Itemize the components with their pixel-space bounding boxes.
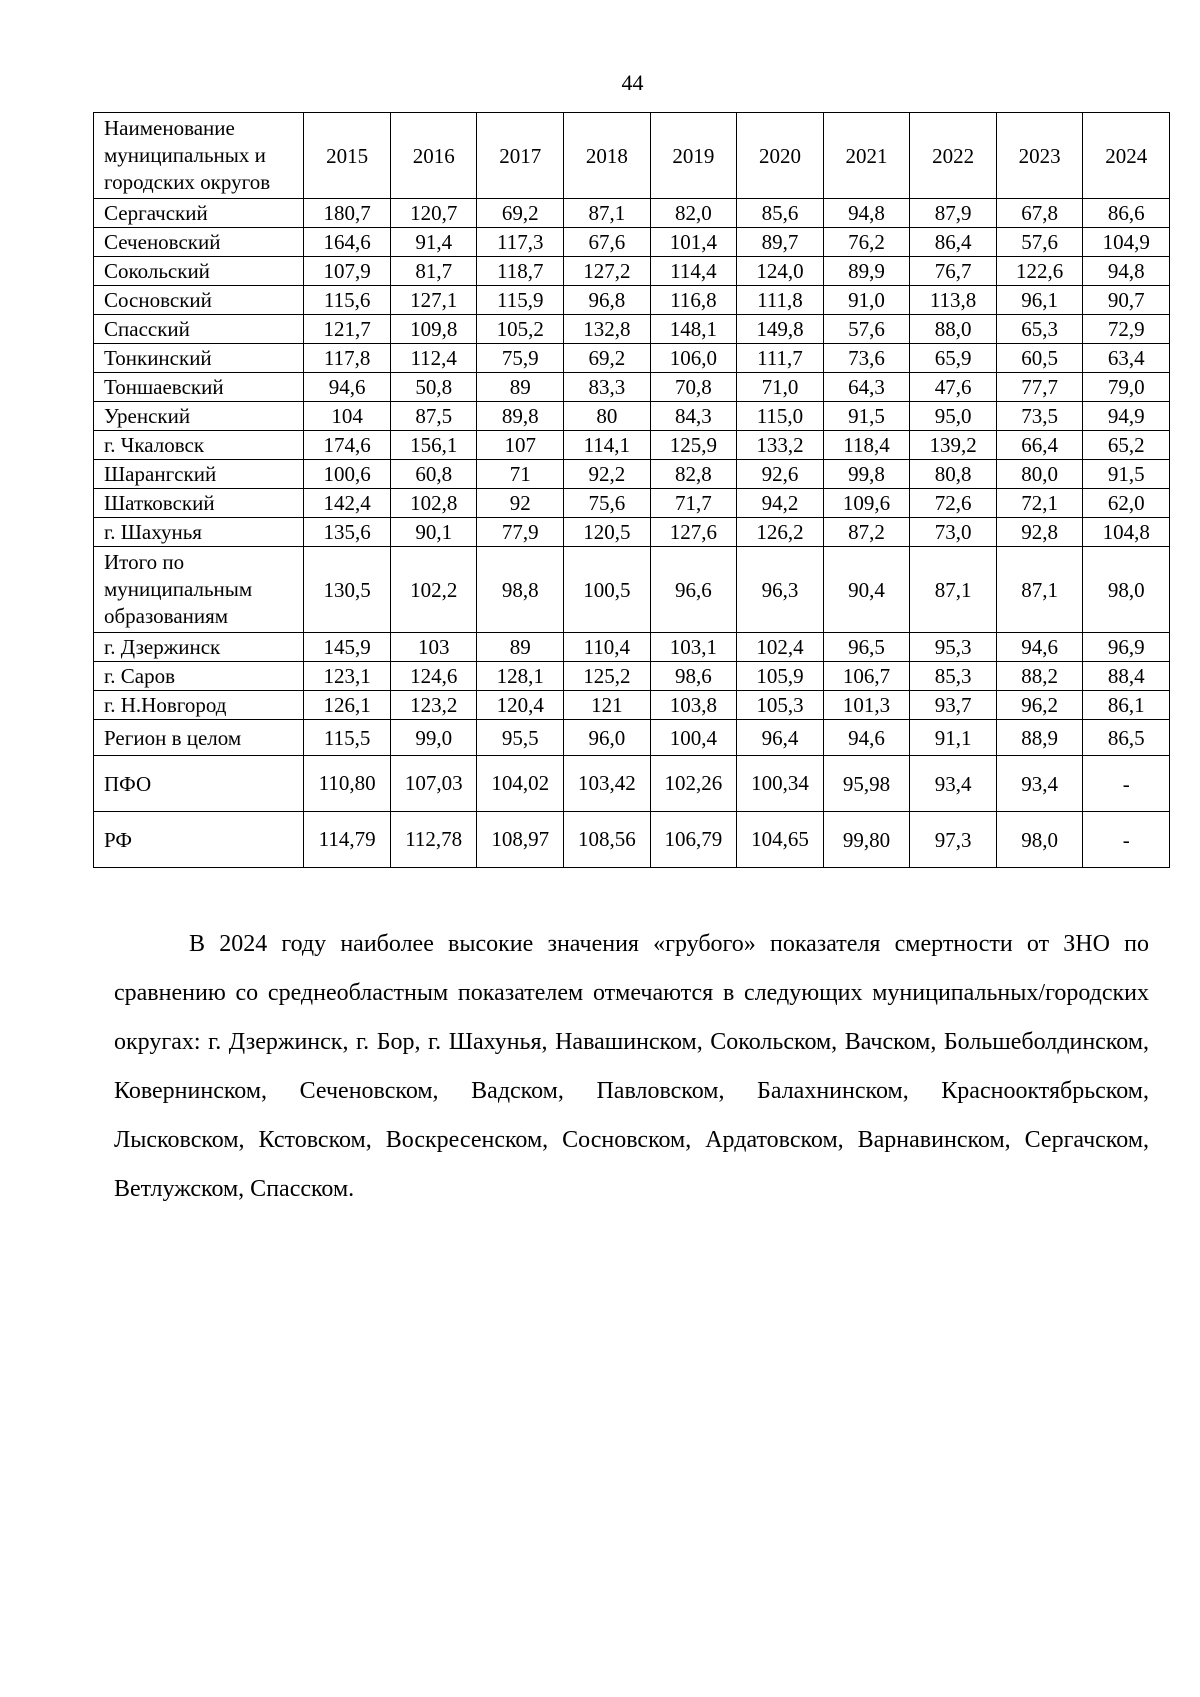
value-cell: 90,1 — [390, 518, 477, 547]
value-cell: 88,9 — [996, 720, 1083, 756]
value-cell: 100,5 — [564, 547, 651, 633]
value-cell: 127,6 — [650, 518, 737, 547]
row-name-cell: г. Саров — [94, 662, 304, 691]
value-cell: 115,5 — [304, 720, 391, 756]
row-name-cell: ПФО — [94, 756, 304, 812]
header-year-cell: 2018 — [564, 113, 651, 199]
value-cell: 103,1 — [650, 633, 737, 662]
header-year-cell: 2017 — [477, 113, 564, 199]
table-row — [94, 633, 1170, 662]
value-cell: 94,6 — [996, 633, 1083, 662]
value-cell: 73,5 — [996, 402, 1083, 431]
value-cell: 145,9 — [304, 633, 391, 662]
body-paragraph: В 2024 году наиболее высокие значения «грубого» показателя смертности от ЗНО по сравнению со среднеобластным показателем отмечаются в следующих муниципальных/городских округах: г. Дзержинск, г. Бор, г. Шахунья, Навашинском, Сокольском, Вачском, Большеболдинском, Ковернинском, Сеченовском, Вадском, Павловском, Балахнинском, Краснооктябрьском, Лысковском, Кстовском, Воскресенском, Сосновском, Ардатовском, Варнавинском, Сергачском, Ветлужском, Спасском. — [114, 931, 1149, 1202]
row-name-cell: Сеченовский — [94, 228, 304, 257]
row-name-cell: Тонкинский — [94, 344, 304, 373]
value-text: 104,02 — [491, 771, 550, 795]
value-cell: 92,8 — [996, 518, 1083, 547]
table-row — [94, 315, 1170, 344]
value-cell: 104,9 — [1083, 228, 1170, 257]
value-cell: 65,3 — [996, 315, 1083, 344]
value-cell: 98,6 — [650, 662, 737, 691]
value-cell: 102,2 — [390, 547, 477, 633]
value-cell: 120,7 — [390, 199, 477, 228]
value-cell: 81,7 — [390, 257, 477, 286]
table-row — [94, 547, 1170, 633]
value-cell: 82,0 — [650, 199, 737, 228]
value-cell: 105,2 — [477, 315, 564, 344]
value-cell: 76,7 — [910, 257, 997, 286]
value-cell: 102,8 — [390, 489, 477, 518]
value-cell: 85,3 — [910, 662, 997, 691]
value-cell: 125,2 — [564, 662, 651, 691]
value-cell: 88,2 — [996, 662, 1083, 691]
table-row — [94, 518, 1170, 547]
value-cell — [737, 756, 824, 812]
value-cell — [650, 756, 737, 812]
value-cell: 127,2 — [564, 257, 651, 286]
value-cell: 90,7 — [1083, 286, 1170, 315]
value-cell: 111,7 — [737, 344, 824, 373]
value-cell: 60,8 — [390, 460, 477, 489]
value-cell: 90,4 — [823, 547, 910, 633]
header-year-cell: 2020 — [737, 113, 824, 199]
value-cell — [477, 812, 564, 868]
value-cell: 86,4 — [910, 228, 997, 257]
value-cell: 118,7 — [477, 257, 564, 286]
value-cell: 96,2 — [996, 691, 1083, 720]
value-cell: 67,6 — [564, 228, 651, 257]
value-cell: 89 — [477, 633, 564, 662]
value-cell: 71,7 — [650, 489, 737, 518]
value-cell: 83,3 — [564, 373, 651, 402]
value-cell: 57,6 — [823, 315, 910, 344]
value-cell: 101,3 — [823, 691, 910, 720]
value-cell: 86,1 — [1083, 691, 1170, 720]
row-name-cell: г. Чкаловск — [94, 431, 304, 460]
value-cell: 124,6 — [390, 662, 477, 691]
value-cell: 96,6 — [650, 547, 737, 633]
value-cell: 99,8 — [823, 460, 910, 489]
value-cell: - — [1083, 756, 1170, 812]
value-cell: 95,0 — [910, 402, 997, 431]
value-cell — [390, 812, 477, 868]
value-cell: 92 — [477, 489, 564, 518]
value-cell: 92,6 — [737, 460, 824, 489]
value-cell: 91,4 — [390, 228, 477, 257]
value-cell: 57,6 — [996, 228, 1083, 257]
value-cell — [650, 812, 737, 868]
value-cell: 94,9 — [1083, 402, 1170, 431]
value-cell: 109,6 — [823, 489, 910, 518]
value-cell: 118,4 — [823, 431, 910, 460]
value-cell: 91,1 — [910, 720, 997, 756]
value-cell: 95,5 — [477, 720, 564, 756]
value-text: 102,26 — [664, 771, 723, 795]
table-body — [94, 199, 1170, 868]
value-cell: 66,4 — [996, 431, 1083, 460]
table-row — [94, 812, 1170, 868]
value-cell: 91,5 — [1083, 460, 1170, 489]
header-year-cell: 2019 — [650, 113, 737, 199]
value-cell: 72,9 — [1083, 315, 1170, 344]
value-cell: 126,2 — [737, 518, 824, 547]
value-text: 100,34 — [751, 771, 809, 795]
value-cell: 80,0 — [996, 460, 1083, 489]
value-cell: 96,0 — [564, 720, 651, 756]
value-cell: 85,6 — [737, 199, 824, 228]
table-row — [94, 344, 1170, 373]
value-cell: 73,6 — [823, 344, 910, 373]
value-text: 112,78 — [405, 827, 463, 851]
value-cell: 117,3 — [477, 228, 564, 257]
value-cell: 91,0 — [823, 286, 910, 315]
value-cell: 93,4 — [910, 756, 997, 812]
value-cell: 96,9 — [1083, 633, 1170, 662]
value-cell: 69,2 — [477, 199, 564, 228]
value-text: 103,42 — [577, 771, 636, 795]
value-cell: 86,5 — [1083, 720, 1170, 756]
row-name-cell: Уренский — [94, 402, 304, 431]
value-cell: 87,2 — [823, 518, 910, 547]
value-cell: 180,7 — [304, 199, 391, 228]
value-cell: 80 — [564, 402, 651, 431]
header-year-cell: 2023 — [996, 113, 1083, 199]
value-cell: 125,9 — [650, 431, 737, 460]
value-cell: 65,2 — [1083, 431, 1170, 460]
value-cell: 128,1 — [477, 662, 564, 691]
value-cell: 94,6 — [304, 373, 391, 402]
table-header-row — [94, 113, 1170, 199]
value-cell: 101,4 — [650, 228, 737, 257]
row-name-cell: Регион в целом — [94, 720, 304, 756]
value-cell: 97,3 — [910, 812, 997, 868]
value-cell: 72,1 — [996, 489, 1083, 518]
value-cell: 120,5 — [564, 518, 651, 547]
value-cell: 93,7 — [910, 691, 997, 720]
row-name-cell: Спасский — [94, 315, 304, 344]
header-year-cell: 2021 — [823, 113, 910, 199]
value-cell: 95,3 — [910, 633, 997, 662]
header-year-cell: 2022 — [910, 113, 997, 199]
value-cell: 123,1 — [304, 662, 391, 691]
value-cell: 120,4 — [477, 691, 564, 720]
value-cell: 96,8 — [564, 286, 651, 315]
value-cell — [390, 756, 477, 812]
header-year-cell: 2024 — [1083, 113, 1170, 199]
header-year-cell: 2016 — [390, 113, 477, 199]
value-cell: 98,0 — [1083, 547, 1170, 633]
value-cell: 106,0 — [650, 344, 737, 373]
row-name-cell: Шарангский — [94, 460, 304, 489]
value-cell: 73,0 — [910, 518, 997, 547]
value-cell: 104 — [304, 402, 391, 431]
value-cell: 64,3 — [823, 373, 910, 402]
value-cell: 80,8 — [910, 460, 997, 489]
row-name-cell: Итого по муниципальным образованиям — [94, 547, 304, 633]
value-cell: 121 — [564, 691, 651, 720]
value-cell: 72,6 — [910, 489, 997, 518]
mortality-table — [93, 112, 1170, 868]
value-cell: 87,1 — [564, 199, 651, 228]
value-cell: 65,9 — [910, 344, 997, 373]
value-cell: 115,6 — [304, 286, 391, 315]
row-name-cell: г. Дзержинск — [94, 633, 304, 662]
value-cell: 87,1 — [910, 547, 997, 633]
value-text: 104,65 — [751, 827, 809, 851]
value-cell: 88,0 — [910, 315, 997, 344]
value-cell: 139,2 — [910, 431, 997, 460]
value-cell: 92,2 — [564, 460, 651, 489]
value-cell: 82,8 — [650, 460, 737, 489]
table-row — [94, 489, 1170, 518]
row-name-cell: Сосновский — [94, 286, 304, 315]
table-row — [94, 756, 1170, 812]
value-cell: 87,5 — [390, 402, 477, 431]
value-cell: 110,4 — [564, 633, 651, 662]
header-year-cell: 2015 — [304, 113, 391, 199]
value-cell — [737, 812, 824, 868]
value-cell — [564, 756, 651, 812]
value-cell: 103 — [390, 633, 477, 662]
value-cell: 89,8 — [477, 402, 564, 431]
value-cell — [477, 756, 564, 812]
value-cell: 96,3 — [737, 547, 824, 633]
row-name-cell: Сокольский — [94, 257, 304, 286]
value-cell: 71,0 — [737, 373, 824, 402]
row-name-cell: Сергачский — [94, 199, 304, 228]
value-cell: 106,7 — [823, 662, 910, 691]
value-cell: 86,6 — [1083, 199, 1170, 228]
row-name-cell: г. Н.Новгород — [94, 691, 304, 720]
value-cell: 124,0 — [737, 257, 824, 286]
value-cell: 113,8 — [910, 286, 997, 315]
value-text: 106,79 — [664, 827, 723, 851]
value-cell: 76,2 — [823, 228, 910, 257]
value-cell: 111,8 — [737, 286, 824, 315]
value-text: 110,80 — [318, 771, 376, 795]
value-text: 107,03 — [404, 771, 463, 795]
value-cell: 69,2 — [564, 344, 651, 373]
value-cell: 121,7 — [304, 315, 391, 344]
value-cell: 116,8 — [650, 286, 737, 315]
value-cell: 126,1 — [304, 691, 391, 720]
value-cell: 88,4 — [1083, 662, 1170, 691]
value-cell: 148,1 — [650, 315, 737, 344]
value-cell: 127,1 — [390, 286, 477, 315]
value-cell: 156,1 — [390, 431, 477, 460]
value-cell: 104,8 — [1083, 518, 1170, 547]
value-cell: 105,3 — [737, 691, 824, 720]
value-cell: 94,8 — [823, 199, 910, 228]
table-row — [94, 286, 1170, 315]
value-cell: 122,6 — [996, 257, 1083, 286]
value-cell: 89 — [477, 373, 564, 402]
value-cell: 99,80 — [823, 812, 910, 868]
value-cell — [304, 756, 391, 812]
value-cell: 174,6 — [304, 431, 391, 460]
value-cell: 93,4 — [996, 756, 1083, 812]
value-cell: 130,5 — [304, 547, 391, 633]
value-cell: 95,98 — [823, 756, 910, 812]
value-cell: 115,0 — [737, 402, 824, 431]
value-cell — [564, 812, 651, 868]
value-cell: 96,4 — [737, 720, 824, 756]
row-name-cell: Тоншаевский — [94, 373, 304, 402]
value-cell: 98,0 — [996, 812, 1083, 868]
value-cell: 47,6 — [910, 373, 997, 402]
value-cell: 112,4 — [390, 344, 477, 373]
value-cell: 75,6 — [564, 489, 651, 518]
header-name-cell: Наименование муниципальных и городских округов — [94, 113, 304, 199]
value-cell: 87,1 — [996, 547, 1083, 633]
value-cell: 132,8 — [564, 315, 651, 344]
value-cell: 67,8 — [996, 199, 1083, 228]
value-cell: 123,2 — [390, 691, 477, 720]
value-cell: 79,0 — [1083, 373, 1170, 402]
value-cell: 89,9 — [823, 257, 910, 286]
row-name-cell: Шатковский — [94, 489, 304, 518]
table-row — [94, 720, 1170, 756]
table-row — [94, 228, 1170, 257]
value-cell — [304, 812, 391, 868]
value-cell: 102,4 — [737, 633, 824, 662]
table-row — [94, 373, 1170, 402]
value-cell: 98,8 — [477, 547, 564, 633]
table-row — [94, 257, 1170, 286]
value-text: 114,79 — [318, 827, 376, 851]
value-cell: 91,5 — [823, 402, 910, 431]
value-cell: 100,4 — [650, 720, 737, 756]
value-cell: 133,2 — [737, 431, 824, 460]
value-cell: 149,8 — [737, 315, 824, 344]
page-number: 44 — [621, 70, 644, 95]
value-cell: 115,9 — [477, 286, 564, 315]
value-cell: 77,7 — [996, 373, 1083, 402]
table-row — [94, 691, 1170, 720]
value-text: 108,56 — [577, 827, 636, 851]
value-cell: 70,8 — [650, 373, 737, 402]
value-cell: 71 — [477, 460, 564, 489]
value-cell: 105,9 — [737, 662, 824, 691]
value-cell: 89,7 — [737, 228, 824, 257]
table-row — [94, 662, 1170, 691]
value-cell: 60,5 — [996, 344, 1083, 373]
value-cell: 107 — [477, 431, 564, 460]
value-cell: 107,9 — [304, 257, 391, 286]
value-cell: 94,2 — [737, 489, 824, 518]
value-cell: 109,8 — [390, 315, 477, 344]
value-cell: 77,9 — [477, 518, 564, 547]
value-cell: 100,6 — [304, 460, 391, 489]
value-cell: 135,6 — [304, 518, 391, 547]
value-cell: 103,8 — [650, 691, 737, 720]
value-cell: 62,0 — [1083, 489, 1170, 518]
value-cell: - — [1083, 812, 1170, 868]
value-cell: 114,1 — [564, 431, 651, 460]
value-cell: 50,8 — [390, 373, 477, 402]
value-cell: 164,6 — [304, 228, 391, 257]
value-cell: 63,4 — [1083, 344, 1170, 373]
value-cell: 84,3 — [650, 402, 737, 431]
value-cell: 117,8 — [304, 344, 391, 373]
value-cell: 75,9 — [477, 344, 564, 373]
value-cell: 96,5 — [823, 633, 910, 662]
value-cell: 99,0 — [390, 720, 477, 756]
value-text: 108,97 — [491, 827, 550, 851]
table-row — [94, 199, 1170, 228]
table-row — [94, 402, 1170, 431]
row-name-cell: г. Шахунья — [94, 518, 304, 547]
table-row — [94, 460, 1170, 489]
table-row — [94, 431, 1170, 460]
value-cell: 94,8 — [1083, 257, 1170, 286]
row-name-cell: РФ — [94, 812, 304, 868]
value-cell: 142,4 — [304, 489, 391, 518]
value-cell: 94,6 — [823, 720, 910, 756]
value-cell: 114,4 — [650, 257, 737, 286]
value-cell: 96,1 — [996, 286, 1083, 315]
value-cell: 87,9 — [910, 199, 997, 228]
